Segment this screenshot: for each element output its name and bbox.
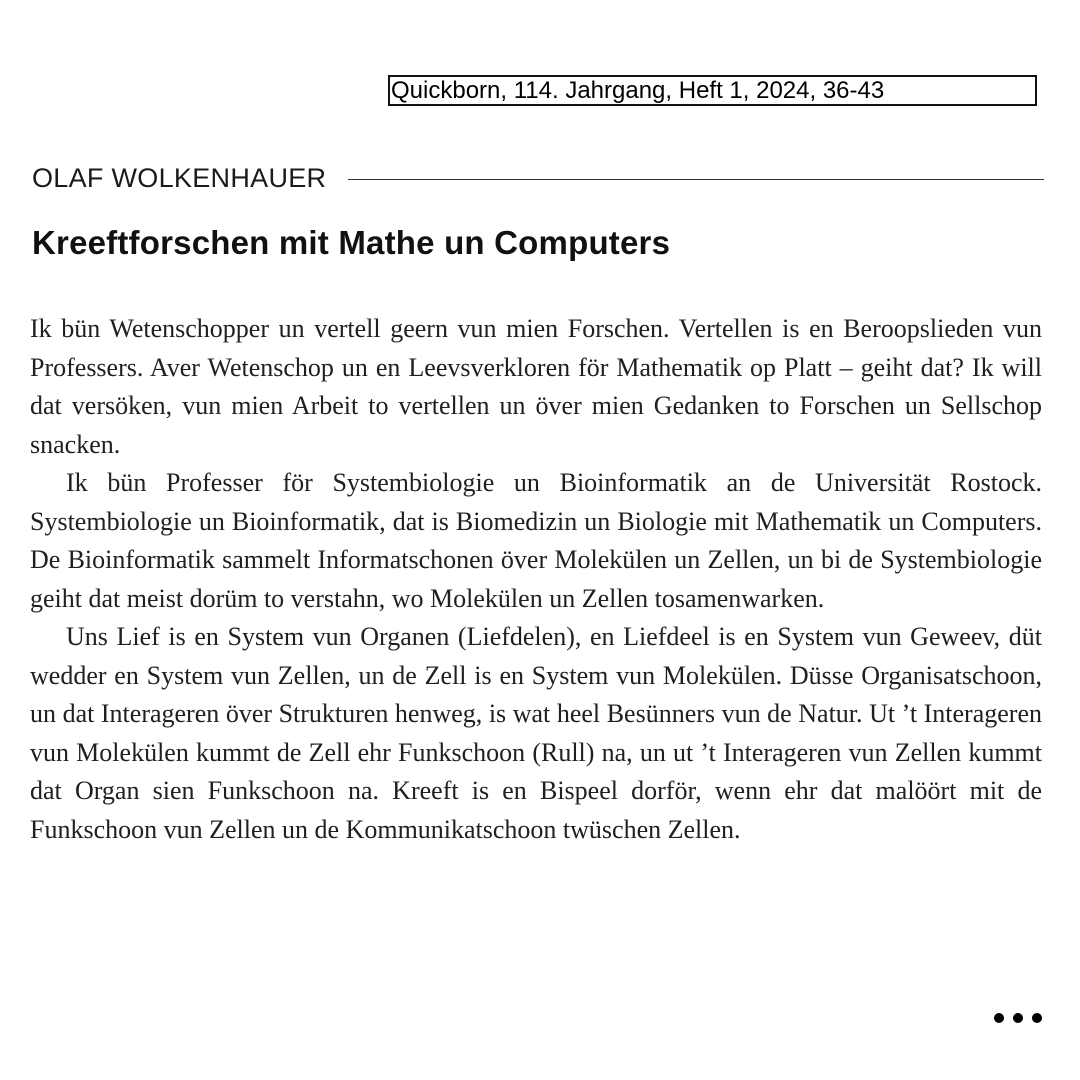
more-horizontal-icon[interactable] [994, 1010, 1042, 1026]
author-header [32, 158, 1044, 198]
paragraph-1: Ik bün Wetenschopper un vertell geern vun mien Forschen. Vertellen is en Beroopslieden vun Professers. Aver Wetenschop un en Leevsverkloren för Mathematik op Platt – geiht dat? Ik will dat versöken, vun mien Arbeit to vertellen un över mien Gedanken to Forschen un Sellschop snacken. [30, 314, 1042, 459]
author-divider [348, 179, 1044, 180]
more-dot [1032, 1013, 1042, 1023]
paragraph-3: Uns Lief is en System vun Organen (Liefdelen), en Liefdeel is en System vun Geweev, düt wedder en System vun Zellen, un de Zell is en System vun Molekülen. Düsse Organisatschoon, un dat Interageren över Strukturen henweg, is wat heel Besünners vun de Natur. Ut ’t Interageren vun Molekülen kummt de Zell ehr Funkschoon (Rull) na, un ut ’t Interageren vun Zellen kummt dat Organ sien Funkschoon na. Kreeft is en Bispeel dorför, wenn ehr dat malöört mit de Funkschoon vun Zellen un de Kommunikatschoon twüschen Zellen. [30, 622, 1042, 844]
article-title: Kreeftforschen mit Mathe un Computers [32, 224, 671, 261]
author-name: OLAF WOLKENHAUER [32, 162, 327, 193]
citation-box [388, 75, 1037, 106]
citation-text: Quickborn, 114. Jahrgang, Heft 1, 2024, 36-43 [391, 77, 885, 104]
more-dot [1013, 1013, 1023, 1023]
paragraph-2: Ik bün Professer för Systembiologie un Bioinformatik an de Universität Rostock. Systembiologie un Bioinformatik, dat is Biomedizin un Biologie mit Mathematik un Computers. De Bioinformatik sammelt Informatschonen över Molekülen un Zellen, un bi de Systembiologie geiht dat meist dorüm to verstahn, wo Molekülen un Zellen tosamenwarken. [30, 468, 1042, 613]
article-body [30, 310, 1042, 849]
more-dot [994, 1013, 1004, 1023]
